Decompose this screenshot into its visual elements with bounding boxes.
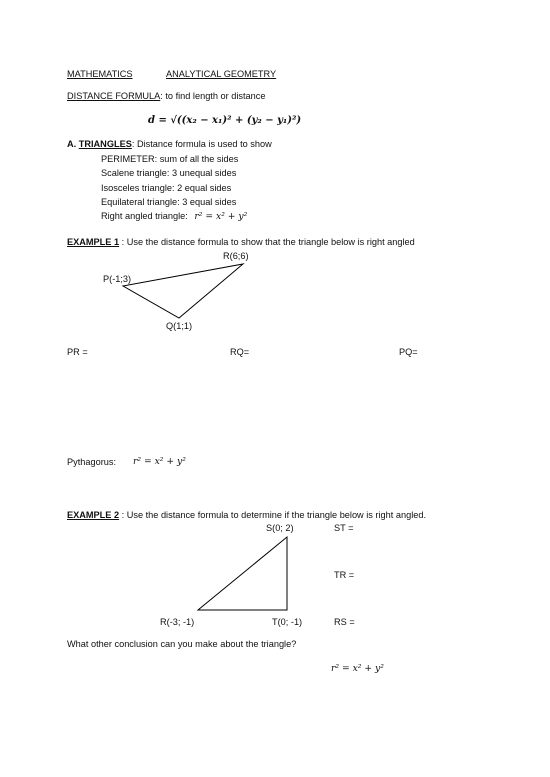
point-t-label: T(0; -1)	[272, 617, 303, 627]
triangle-srt	[198, 537, 287, 610]
triangles-intro: : Distance formula is used to show	[131, 139, 272, 149]
triangles-heading: TRIANGLES	[78, 139, 132, 149]
conclusion-question: What other conclusion can you make about the triangle?	[67, 639, 297, 649]
example1-text: : Use the distance formula to show that the triangle below is right angled	[119, 237, 415, 247]
point-q-label: Q(1;1)	[166, 321, 193, 331]
pythagoras-formula: r² = x² + y²	[133, 456, 186, 467]
topic-heading: ANALYTICAL GEOMETRY	[166, 69, 277, 79]
triangle-type-item: Isosceles triangle: 2 equal sides	[101, 183, 232, 193]
right-angle-label: Right angled triangle:	[101, 211, 188, 221]
triangles-heading-prefix: A.	[67, 139, 77, 149]
subject-heading: MATHEMATICS	[67, 69, 133, 79]
st-answer-label: ST =	[334, 523, 354, 533]
distance-formula-heading: DISTANCE FORMULA	[67, 91, 161, 101]
point-p-label: P(-1;3)	[103, 274, 132, 284]
rs-answer-label: RS =	[334, 617, 355, 627]
example2-heading: EXAMPLE 2	[67, 510, 120, 520]
triangle-type-item: PERIMETER: sum of all the sides	[101, 154, 239, 164]
tr-answer-label: TR =	[334, 570, 355, 580]
triangle-type-item: Scalene triangle: 3 unequal sides	[101, 168, 237, 178]
right-angle-formula: r² = x² + y²	[194, 211, 248, 222]
pr-answer-label: PR =	[67, 347, 88, 357]
pythagoras-label: Pythagorus:	[67, 457, 117, 467]
triangle-pqr	[123, 264, 243, 318]
example2-line	[67, 510, 426, 521]
point-r-label: R(6;6)	[223, 251, 249, 261]
distance-formula: d = √((x₂ − x₁)² + (y₂ − y₁)²)	[148, 115, 302, 126]
point-r2-label: R(-3; -1)	[160, 617, 195, 627]
distance-formula-description: : to find length or distance	[160, 91, 266, 101]
example2-text: : Use the distance formula to determine if the triangle below is right angled.	[119, 510, 427, 520]
pq-answer-label: PQ=	[399, 347, 418, 357]
example1-heading: EXAMPLE 1	[67, 237, 120, 247]
triangle-type-item: Equilateral triangle: 3 equal sides	[101, 197, 237, 207]
example2-formula: r² = x² + y²	[331, 663, 384, 674]
point-s-label: S(0; 2)	[266, 523, 294, 533]
rq-answer-label: RQ=	[230, 347, 250, 357]
